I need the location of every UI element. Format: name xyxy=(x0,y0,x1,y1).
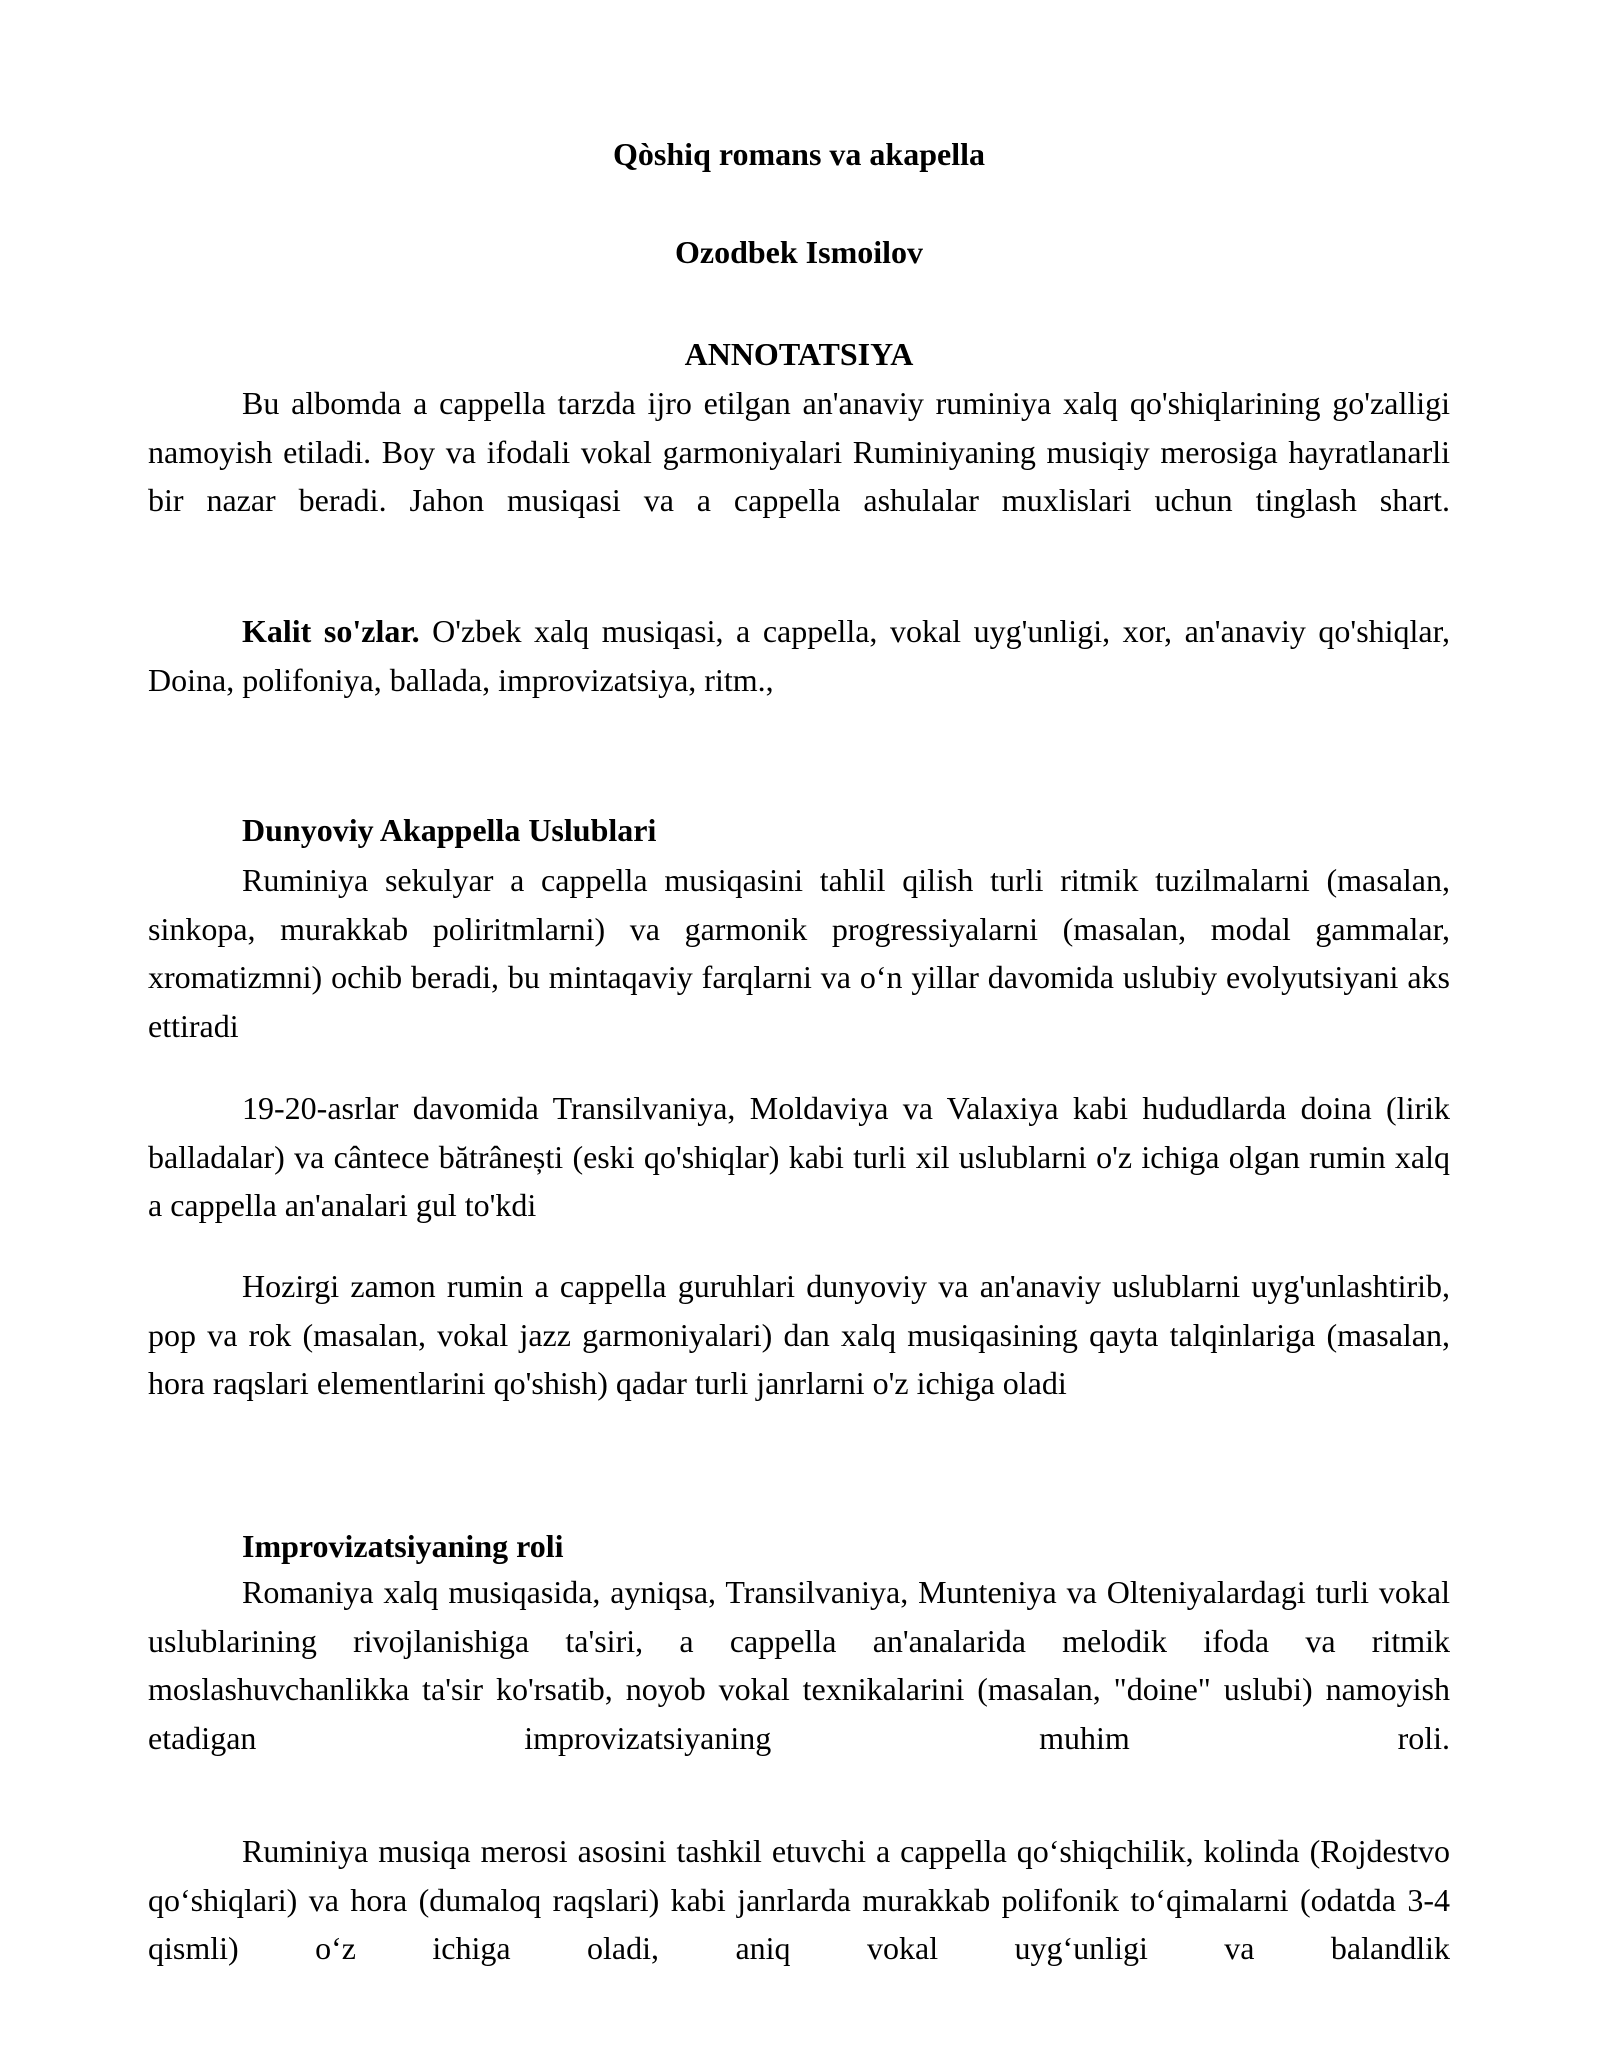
section2-paragraph: Ruminiya musiqa merosi asosini tashkil etuvchi a cappella qo‘shiqchilik, kolinda (Rojdestvo qo‘shiqlari) va hora (dumaloq raqslari) kabi janrlarda murakkab polifonik to‘qimalarni (odatda 3-4 qismli) o‘z ichiga oladi, aniq vokal uyg‘unligi va balandlik xyxy=(148,1833,1450,1966)
section-heading-secular-styles: Dunyoviy Akappella Uslublari xyxy=(242,812,657,848)
section2-paragraph: Romaniya xalq musiqasida, ayniqsa, Transilvaniya, Munteniya va Olteniyalardagi turli vokal uslublarining rivojlanishiga ta'siri, a cappella an'analarida melodik ifoda va ritmik moslashuvchanlikka ta'sir ko'rsatib, noyob vokal texnikalarini (masalan, "doine" uslubi) namoyish etadigan improvizatsiyaning muhim roli. xyxy=(148,1574,1450,1756)
section1-paragraph: Ruminiya sekulyar a cappella musiqasini tahlil qilish turli ritmik tuzilmalarni (masalan, sinkopa, murakkab poliritmlarni) va garmonik progressiyalarni (masalan, modal gammalar, xromatizmni) ochib beradi, bu mintaqaviy farqlarni va o‘n yillar davomida uslubiy evolyutsiyani aks ettiradi xyxy=(148,862,1450,1044)
keywords-text: O'zbek xalq musiqasi, a cappella, vokal uyg'unligi, xor, an'anaviy qo'shiqlar, Doina, polifoniya, ballada, improvizatsiya, ritm., xyxy=(148,613,1451,698)
section-heading-improvisation: Improvizatsiyaning roli xyxy=(242,1528,564,1564)
section1-paragraph: Hozirgi zamon rumin a cappella guruhlari dunyoviy va an'anaviy uslublarni uyg'unlashtirib, pop va rok (masalan, vokal jazz garmoniyalari) dan xalq musiqasining qayta talqinlariga (masalan, hora raqslari elementlarini qo'shish) qadar turli janrlarni o'z ichiga oladi xyxy=(148,1268,1450,1401)
annotation-heading: ANNOTATSIYA xyxy=(684,336,914,372)
keywords-paragraph xyxy=(148,607,1450,704)
author-name: Ozodbek Ismoilov xyxy=(674,234,924,270)
page-content xyxy=(148,0,1450,2070)
annotation-paragraph: Bu albomda a cappella tarzda ijro etilgan an'anaviy ruminiya xalq qo'shiqlarining go'zalligi namoyish etiladi. Boy va ifodali vokal garmoniyalari Ruminiyaning musiqiy merosiga hayratlanarli bir nazar beradi. Jahon musiqasi va a cappella ashulalar muxlislari uchun tinglash shart. xyxy=(148,385,1450,518)
keywords-label: Kalit so'zlar. xyxy=(242,613,420,649)
section1-paragraph: 19-20-asrlar davomida Transilvaniya, Moldaviya va Valaxiya kabi hududlarda doina (lirik balladalar) va cântece bătrânești (eski qo'shiqlar) kabi turli xil uslublarni o'z ichiga olgan rumin xalq a cappella an'analari gul to'kdi xyxy=(148,1090,1450,1223)
document-title: Qòshiq romans va akapella xyxy=(613,136,985,172)
